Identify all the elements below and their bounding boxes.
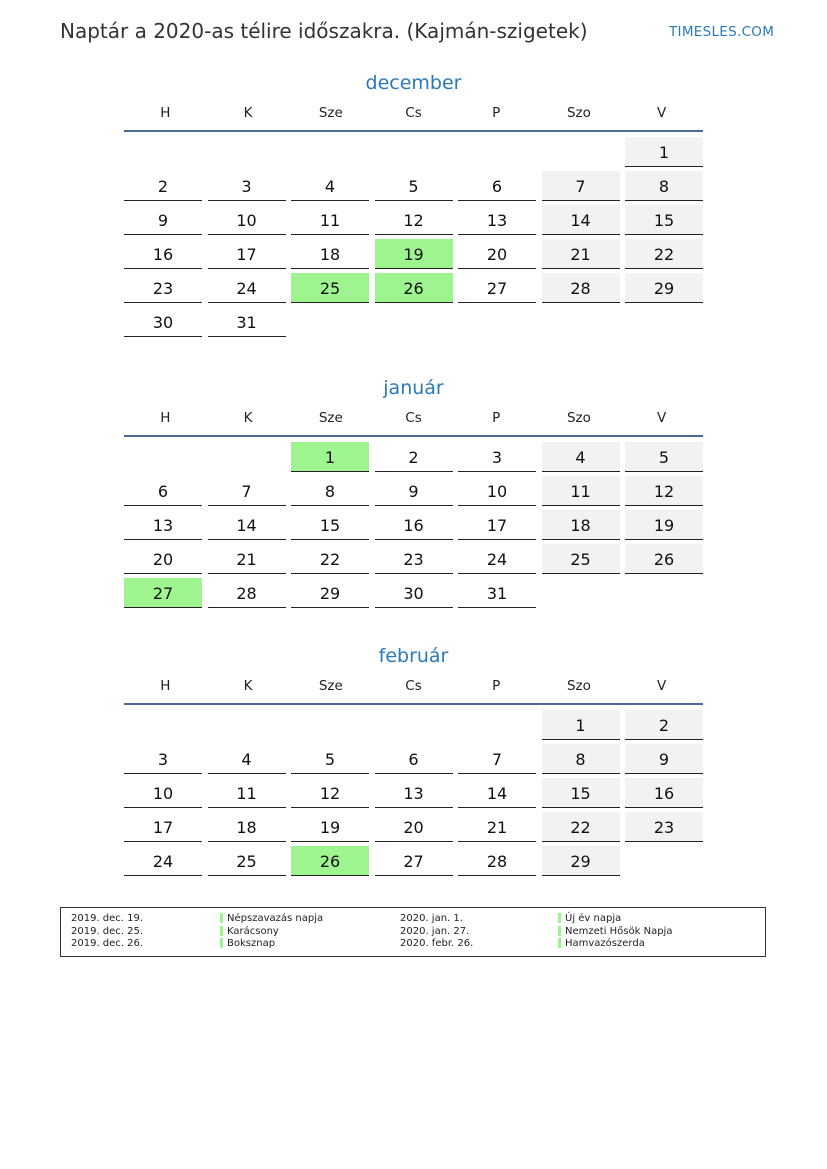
weekday-label: P	[492, 410, 501, 426]
weekday-label: Szo	[566, 105, 591, 121]
month-name: január	[383, 377, 444, 399]
empty-cell	[375, 710, 453, 740]
holiday-day-cell: 25	[291, 273, 369, 303]
day-cell: 18	[542, 510, 620, 540]
day-cell: 31	[208, 307, 286, 337]
day-cell: 17	[458, 510, 536, 540]
day-cell: 23	[375, 544, 453, 574]
weekday-label: H	[160, 105, 171, 121]
day-cell: 23	[625, 812, 703, 842]
day-cell: 10	[124, 778, 202, 808]
empty-cell	[124, 442, 202, 472]
weekday-label: P	[492, 678, 501, 694]
holiday-day-cell: 26	[375, 273, 453, 303]
day-cell: 31	[458, 578, 536, 608]
day-cell: 13	[124, 510, 202, 540]
day-cell: 13	[375, 778, 453, 808]
day-grid	[124, 137, 703, 337]
day-cell: 30	[375, 578, 453, 608]
day-cell: 28	[208, 578, 286, 608]
header-divider	[124, 130, 703, 132]
day-cell: 6	[124, 476, 202, 506]
day-cell: 12	[625, 476, 703, 506]
weekday-label: Sze	[318, 105, 343, 121]
legend-date: 2020. febr. 26.	[400, 938, 474, 949]
day-cell: 24	[124, 846, 202, 876]
empty-cell	[124, 137, 202, 167]
holiday-legend	[60, 907, 766, 957]
day-cell: 2	[375, 442, 453, 472]
holiday-marker-icon	[558, 913, 561, 923]
day-cell: 8	[625, 171, 703, 201]
month-january	[124, 373, 703, 608]
day-cell: 24	[208, 273, 286, 303]
day-cell: 1	[542, 710, 620, 740]
holiday-day-cell: 26	[291, 846, 369, 876]
empty-cell	[291, 710, 369, 740]
day-cell: 9	[625, 744, 703, 774]
legend-holiday: Boksznap	[220, 938, 323, 951]
day-cell: 15	[625, 205, 703, 235]
day-cell: 12	[375, 205, 453, 235]
day-cell: 7	[542, 171, 620, 201]
weekday-label: Sze	[318, 410, 343, 426]
holiday-marker-icon	[220, 938, 223, 948]
header-divider	[124, 703, 703, 705]
day-cell: 5	[625, 442, 703, 472]
day-cell: 9	[375, 476, 453, 506]
empty-cell	[375, 137, 453, 167]
legend-holiday: Hamvazószerda	[558, 938, 672, 951]
day-cell: 21	[542, 239, 620, 269]
day-cell: 11	[291, 205, 369, 235]
day-cell: 14	[542, 205, 620, 235]
day-grid	[124, 442, 703, 608]
weekday-label: V	[657, 105, 667, 121]
weekday-label: Cs	[405, 410, 422, 426]
page-title: Naptár a 2020-as télire időszakra. (Kajmán-szigetek)	[60, 19, 588, 43]
legend-holiday: Karácsony	[220, 926, 323, 939]
day-cell: 21	[208, 544, 286, 574]
legend-date: 2020. jan. 1.	[400, 913, 463, 924]
legend-date: 2019. dec. 26.	[71, 938, 144, 949]
weekday-label: H	[160, 678, 171, 694]
weekday-label: K	[243, 105, 253, 121]
empty-cell	[458, 137, 536, 167]
month-name: február	[378, 645, 449, 667]
empty-cell	[208, 442, 286, 472]
legend-holiday: Népszavazás napja	[220, 913, 323, 926]
day-cell: 4	[542, 442, 620, 472]
legend-holiday: Nemzeti Hősök Napja	[558, 926, 672, 939]
day-cell: 27	[458, 273, 536, 303]
weekday-label: V	[657, 678, 667, 694]
day-cell: 29	[625, 273, 703, 303]
day-cell: 19	[625, 510, 703, 540]
day-cell: 29	[291, 578, 369, 608]
day-cell: 27	[375, 846, 453, 876]
day-cell: 15	[291, 510, 369, 540]
day-cell: 25	[208, 846, 286, 876]
day-cell: 28	[458, 846, 536, 876]
empty-cell	[124, 710, 202, 740]
day-cell: 8	[291, 476, 369, 506]
day-cell: 10	[208, 205, 286, 235]
day-cell: 21	[458, 812, 536, 842]
weekday-label: Szo	[566, 410, 591, 426]
day-cell: 12	[291, 778, 369, 808]
weekday-label: P	[492, 105, 501, 121]
header-divider	[124, 435, 703, 437]
day-cell: 6	[458, 171, 536, 201]
day-cell: 18	[208, 812, 286, 842]
day-cell: 25	[542, 544, 620, 574]
day-cell: 23	[124, 273, 202, 303]
day-cell: 13	[458, 205, 536, 235]
empty-cell	[208, 137, 286, 167]
day-cell: 7	[208, 476, 286, 506]
day-cell: 3	[208, 171, 286, 201]
weekday-label: K	[243, 410, 253, 426]
holiday-marker-icon	[220, 913, 223, 923]
holiday-marker-icon	[220, 926, 223, 936]
month-name: december	[365, 72, 462, 94]
day-cell: 2	[124, 171, 202, 201]
month-december	[124, 68, 703, 337]
day-cell: 2	[625, 710, 703, 740]
holiday-marker-icon	[558, 938, 561, 948]
day-cell: 1	[625, 137, 703, 167]
day-cell: 16	[625, 778, 703, 808]
weekday-label: H	[160, 410, 171, 426]
day-cell: 17	[208, 239, 286, 269]
day-cell: 20	[124, 544, 202, 574]
weekday-header	[124, 98, 703, 128]
legend-holiday: Új év napja	[558, 913, 672, 926]
holiday-marker-icon	[558, 926, 561, 936]
day-cell: 11	[208, 778, 286, 808]
day-cell: 10	[458, 476, 536, 506]
day-cell: 22	[291, 544, 369, 574]
empty-cell	[208, 710, 286, 740]
day-cell: 6	[375, 744, 453, 774]
day-cell: 22	[625, 239, 703, 269]
legend-right-names	[558, 913, 672, 951]
empty-cell	[458, 710, 536, 740]
legend-date: 2019. dec. 19.	[71, 913, 144, 924]
weekday-label: Cs	[405, 105, 422, 121]
day-cell: 29	[542, 846, 620, 876]
day-cell: 4	[291, 171, 369, 201]
day-cell: 28	[542, 273, 620, 303]
legend-left-dates	[71, 913, 143, 951]
day-cell: 11	[542, 476, 620, 506]
day-cell: 3	[124, 744, 202, 774]
day-grid	[124, 710, 703, 876]
holiday-day-cell: 19	[375, 239, 453, 269]
weekday-label: K	[243, 678, 253, 694]
empty-cell	[542, 137, 620, 167]
day-cell: 8	[542, 744, 620, 774]
day-cell: 15	[542, 778, 620, 808]
day-cell: 9	[124, 205, 202, 235]
day-cell: 22	[542, 812, 620, 842]
day-cell: 4	[208, 744, 286, 774]
day-cell: 19	[291, 812, 369, 842]
day-cell: 14	[208, 510, 286, 540]
day-cell: 24	[458, 544, 536, 574]
day-cell: 26	[625, 544, 703, 574]
weekday-label: Cs	[405, 678, 422, 694]
legend-right-dates	[400, 913, 473, 951]
weekday-label: Sze	[318, 678, 343, 694]
weekday-label: Szo	[566, 678, 591, 694]
day-cell: 7	[458, 744, 536, 774]
day-cell: 16	[375, 510, 453, 540]
weekday-header	[124, 403, 703, 433]
holiday-day-cell: 1	[291, 442, 369, 472]
weekday-label: V	[657, 410, 667, 426]
day-cell: 18	[291, 239, 369, 269]
day-cell: 14	[458, 778, 536, 808]
day-cell: 17	[124, 812, 202, 842]
day-cell: 20	[375, 812, 453, 842]
weekday-header	[124, 671, 703, 701]
day-cell: 16	[124, 239, 202, 269]
empty-cell	[291, 137, 369, 167]
brand-logo[interactable]: TIMESLES.COM	[669, 24, 775, 40]
legend-date: 2020. jan. 27.	[400, 925, 470, 937]
legend-date: 2019. dec. 25.	[71, 925, 144, 937]
day-cell: 20	[458, 239, 536, 269]
day-cell: 3	[458, 442, 536, 472]
legend-left-names	[220, 913, 323, 951]
day-cell: 30	[124, 307, 202, 337]
day-cell: 5	[291, 744, 369, 774]
holiday-day-cell: 27	[124, 578, 202, 608]
month-february	[124, 641, 703, 876]
day-cell: 5	[375, 171, 453, 201]
